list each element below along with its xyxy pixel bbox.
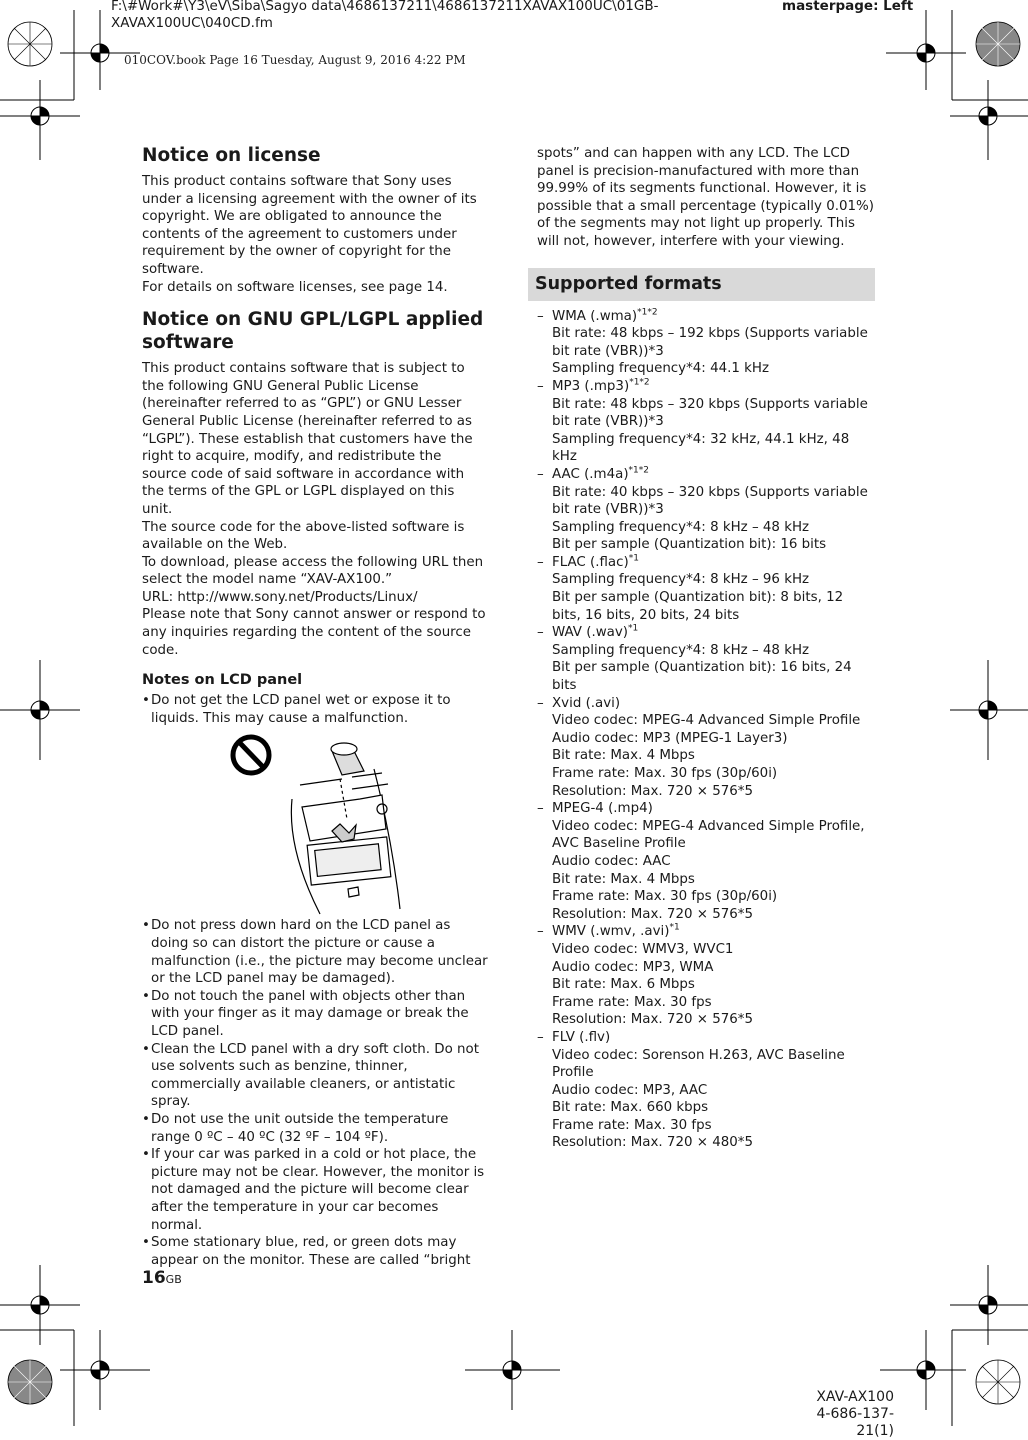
format-spec-line: Frame rate: Max. 30 fps (30p/60i)	[552, 766, 778, 781]
dash-marker: –	[537, 308, 544, 324]
format-spec-line: Frame rate: Max. 30 fps (30p/60i)	[552, 889, 778, 905]
format-spec-line: Sampling frequency*4: 32 kHz, 44.1 kHz, 48 kHz	[552, 431, 850, 465]
page-number-value: 16	[142, 1268, 166, 1288]
format-spec-line: Bit per sample (Quantization bit): 16 bits	[552, 537, 827, 553]
gpl-body-2: The source code for the above-listed software is available on the Web.	[142, 519, 465, 553]
lcd-bullet: • Do not use the unit outside the temperature range 0 ºC – 40 ºC (32 ºF – 104 ºF).	[142, 1111, 488, 1146]
lcd-bullet: • Clean the LCD panel with a dry soft cloth. Do not use solvents such as benzine, thinner, commercially available cleaners, or antistatic spray.	[142, 1041, 488, 1111]
dash-marker: –	[537, 625, 544, 641]
masterpage-label: masterpage: Left	[782, 0, 914, 14]
lcd-bullet: • If your car was parked in a cold or hot place, the picture may not be clear. However, the monitor is not damaged and the picture will become clear after the temperature in your car becomes normal.	[142, 1146, 488, 1234]
format-name	[552, 1029, 875, 1047]
page-number	[142, 1268, 182, 1288]
model-name: XAV-AX100	[816, 1389, 894, 1405]
lcd-bullet: • Do not touch the panel with objects other than with your finger as it may damage or break the LCD panel.	[142, 988, 488, 1041]
format-spec-line: Resolution: Max. 720 × 576*5	[552, 1012, 753, 1028]
format-spec-line: Bit per sample (Quantization bit): 16 bits, 24 bits	[552, 660, 852, 694]
right-column	[537, 145, 875, 1152]
format-item	[537, 800, 875, 923]
format-spec-line: Sampling frequency*4: 44.1 kHz	[552, 361, 770, 377]
dash-marker: –	[537, 1029, 544, 1045]
format-item	[537, 554, 875, 624]
format-footnote: *1*2	[628, 465, 649, 476]
format-spec-line: Video codec: MPEG-4 Advanced Simple Profile, AVC Baseline Profile	[552, 818, 865, 852]
format-name-text: FLV (.flv)	[552, 1029, 611, 1045]
format-footnote: *1*2	[629, 377, 650, 388]
format-name-text: AAC (.m4a)	[552, 466, 629, 482]
format-item	[537, 923, 875, 1029]
format-name-text: Xvid (.avi)	[552, 695, 621, 711]
format-name	[552, 554, 875, 572]
license-body: This product contains software that Sony uses under a licensing agreement with the owner of its copyright. We are obligated to announce the contents of the agreement to customers under requirement by the owner of copyright for the software.	[142, 174, 477, 277]
formats-list	[537, 308, 875, 1153]
gpl-body-3: To download, please access the following URL then select the model name “XAV-AX100.”	[142, 554, 484, 588]
dash-marker: –	[537, 378, 544, 394]
format-spec-line: Bit rate: 40 kbps – 320 kbps (Supports variable bit rate (VBR))*3	[552, 484, 868, 518]
format-item	[537, 308, 875, 378]
format-spec-line: Bit rate: Max. 660 kbps	[552, 1100, 709, 1116]
format-footnote: *1	[628, 623, 639, 634]
format-spec-line: Bit rate: Max. 6 Mbps	[552, 977, 695, 993]
format-spec-line: Video codec: Sorenson H.263, AVC Baseline Profile	[552, 1047, 845, 1081]
format-name	[552, 308, 875, 326]
format-name-text: MP3 (.mp3)	[552, 378, 630, 394]
lcd-continued: spots” and can happen with any LCD. The LCD panel is precision-manufactured with more than 99.99% of its segments functional. However, it is possible that a small percentage (typically 0.01%) of the segments may not light up properly. This will not, however, interfere with your viewing.	[537, 146, 874, 249]
format-spec-line: Frame rate: Max. 30 fps	[552, 994, 712, 1010]
supported-formats-heading: Supported formats	[528, 268, 875, 301]
lcd-bullet: • Do not press down hard on the LCD panel as doing so can distort the picture or cause a malfunction (i.e., the picture may become unclear or the LCD panel may be damaged).	[142, 917, 488, 987]
model-code: 4-686-137-21(1)	[816, 1406, 894, 1439]
gpl-heading: Notice on GNU GPL/LGPL applied software	[142, 309, 484, 354]
license-heading: Notice on license	[142, 145, 321, 166]
lcd-heading: Notes on LCD panel	[142, 672, 303, 689]
format-name	[552, 378, 875, 396]
format-spec-line: Bit rate: 48 kbps – 320 kbps (Supports variable bit rate (VBR))*3	[552, 396, 868, 430]
left-column	[142, 144, 488, 1269]
dash-marker: –	[537, 695, 544, 711]
format-footnote: *1	[628, 553, 639, 564]
lcd-warning-illustration	[142, 729, 488, 917]
dash-marker: –	[537, 466, 544, 482]
lcd-bullet: • Do not get the LCD panel wet or expose it to liquids. This may cause a malfunction.	[142, 692, 488, 727]
lcd-bullet: • Some stationary blue, red, or green dots may appear on the monitor. These are called “bright	[142, 1234, 488, 1269]
model-info	[790, 1389, 894, 1440]
format-item	[537, 1029, 875, 1152]
gpl-body-1: This product contains software that is subject to the following GNU General Public License (hereinafter referred to as “GPL”) or GNU Lesser General Public License (hereinafter referred to as “LGPL”). These establish that customers have the right to acquire, modify, and redistribute the source code of said software in accordance with the terms of the GPL or LGPL displayed on this unit.	[142, 361, 473, 517]
dash-marker: –	[537, 924, 544, 940]
format-spec-line: Bit rate: Max. 4 Mbps	[552, 748, 695, 764]
license-details: For details on software licenses, see page 14.	[142, 279, 448, 295]
format-spec-line: Audio codec: MP3 (MPEG-1 Layer3)	[552, 730, 788, 746]
file-path-line2: XAVAX100UC\040CD.fm	[111, 15, 273, 31]
format-name-text: WAV (.wav)	[552, 625, 629, 641]
format-spec-line: Bit per sample (Quantization bit): 8 bits, 12 bits, 16 bits, 20 bits, 24 bits	[552, 590, 844, 623]
format-name-text: MPEG-4 (.mp4)	[552, 801, 653, 817]
format-name	[552, 923, 875, 941]
page-number-suffix: GB	[165, 1273, 182, 1286]
gpl-body-4: Please note that Sony cannot answer or respond to any inquiries regarding the content of the source code.	[142, 607, 486, 658]
gpl-url: URL: http://www.sony.net/Products/Linux/	[142, 589, 418, 605]
dash-marker: –	[537, 554, 544, 570]
format-name	[552, 466, 875, 484]
file-path-line1: F:\#Work#\Y3\eV\Siba\Sagyo data\4686137211\4686137211XAVAX100UC\01GB-	[111, 0, 659, 14]
format-spec-line: Audio codec: MP3, WMA	[552, 959, 714, 975]
format-spec-line: Audio codec: AAC	[552, 853, 671, 869]
format-spec-line: Frame rate: Max. 30 fps	[552, 1117, 712, 1133]
format-item	[537, 466, 875, 554]
format-spec-line: Resolution: Max. 720 × 480*5	[552, 1135, 753, 1151]
format-name	[552, 624, 875, 642]
format-name-text: WMV (.wmv, .avi)	[552, 924, 670, 940]
format-spec-line: Bit rate: 48 kbps – 192 kbps (Supports variable bit rate (VBR))*3	[552, 326, 868, 359]
format-name-text: WMA (.wma)	[552, 308, 638, 324]
format-spec-line: Resolution: Max. 720 × 576*5	[552, 783, 753, 799]
format-name-text: FLAC (.flac)	[552, 554, 629, 570]
format-spec-line: Sampling frequency*4: 8 kHz – 48 kHz	[552, 519, 810, 535]
format-spec-line: Video codec: MPEG-4 Advanced Simple Profile	[552, 713, 861, 729]
format-item	[537, 695, 875, 801]
format-spec-line: Bit rate: Max. 4 Mbps	[552, 871, 695, 887]
format-spec-line: Video codec: WMV3, WVC1	[552, 941, 734, 957]
format-item	[537, 624, 875, 694]
format-spec-line: Sampling frequency*4: 8 kHz – 96 kHz	[552, 572, 810, 588]
format-spec-line: Resolution: Max. 720 × 576*5	[552, 906, 753, 922]
dash-marker: –	[537, 801, 544, 817]
prohibition-icon	[233, 737, 269, 773]
book-info: 010COV.book Page 16 Tuesday, August 9, 2016 4:22 PM	[124, 53, 466, 67]
format-spec-line: Sampling frequency*4: 8 kHz – 48 kHz	[552, 642, 810, 658]
lcd-bullet-list	[142, 917, 488, 1269]
format-name	[552, 695, 875, 713]
format-footnote: *1*2	[637, 307, 658, 318]
format-item	[537, 378, 875, 466]
format-name	[552, 800, 875, 818]
format-spec-line: Audio codec: MP3, AAC	[552, 1082, 708, 1098]
format-footnote: *1	[669, 922, 680, 933]
